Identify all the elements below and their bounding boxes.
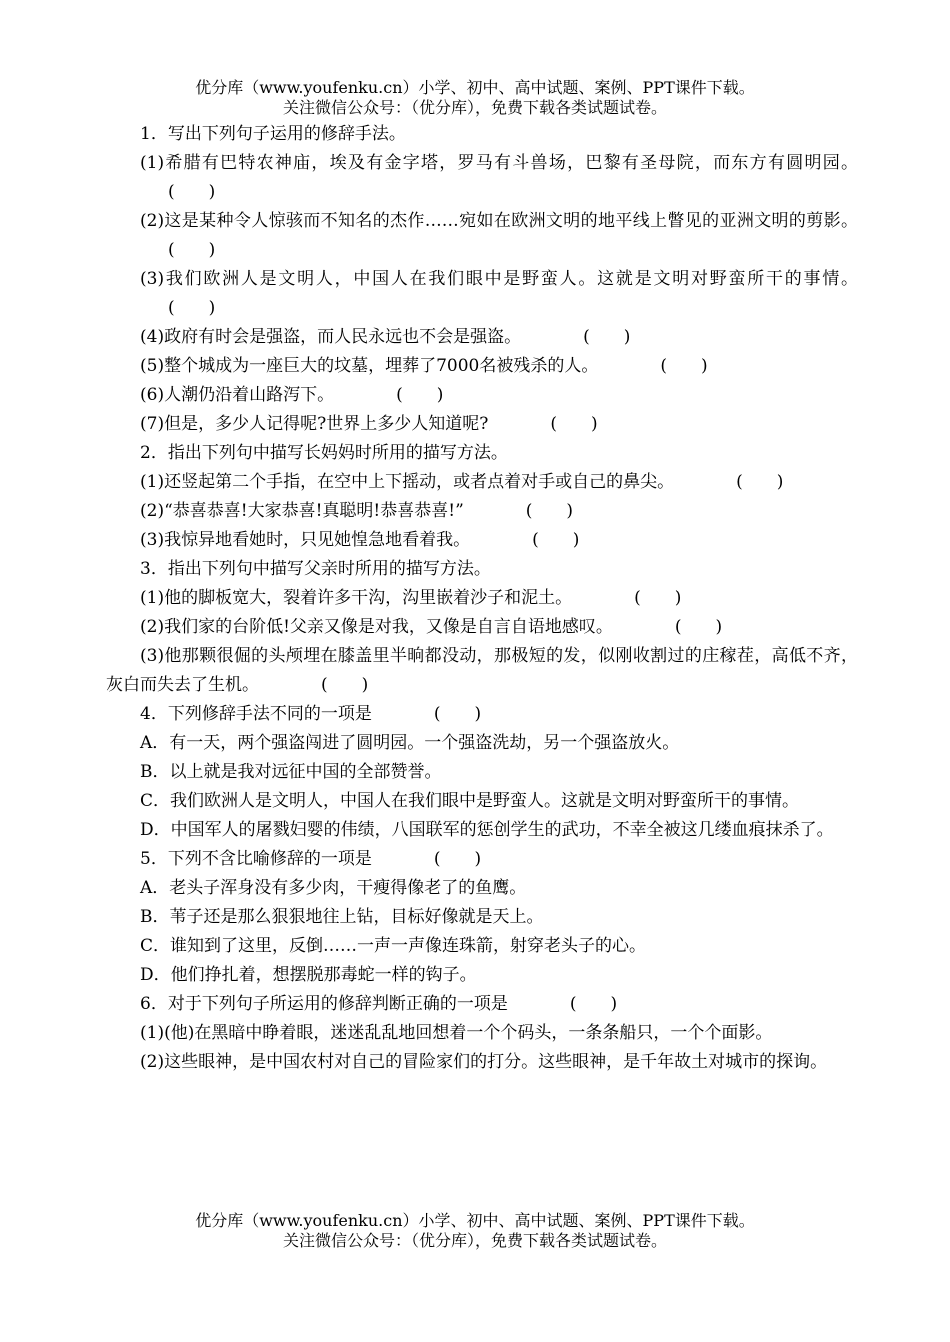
- q3-item-3: (3)他那颗很倔的头颅埋在膝盖里半晌都没动，那极短的发，似刚收割过的庄稼茬，高低不齐，灰白而失去了生机。 ( ): [106, 642, 858, 700]
- footer-line-2: 关注微信公众号：（优分库），免费下载各类试题试卷。: [282, 1231, 667, 1250]
- answer-blank[interactable]: ( ): [168, 182, 216, 202]
- q5-option-d: D．他们挣扎着，想摆脱那毒蛇一样的钩子。: [140, 965, 477, 985]
- header-line-2: 关注微信公众号：（优分库），免费下载各类试题试卷。: [282, 98, 667, 117]
- q1-item-3: (3)我们欧洲人是文明人，中国人在我们眼中是野蛮人。这就是文明对野蛮所干的事情。( ): [106, 265, 858, 323]
- q1-item-2: (2)这是某种令人惊骇而不知名的杰作……宛如在欧洲文明的地平线上瞥见的亚洲文明的剪影。( ): [106, 207, 858, 265]
- answer-blank[interactable]: ( ): [525, 501, 574, 521]
- answer-blank[interactable]: ( ): [674, 617, 723, 637]
- answer-blank[interactable]: ( ): [396, 385, 444, 405]
- header-banner: [0, 78, 950, 118]
- answer-blank[interactable]: ( ): [532, 530, 580, 550]
- q1-item-6: (6)人潮仍沿着山路泻下。 ( ): [106, 381, 858, 410]
- q5-option-b: B．苇子还是那么狠狠地往上钻，目标好像就是天上。: [140, 907, 544, 927]
- q6-item-2: (2)这些眼神，是中国农村对自己的冒险家们的打分。这些眼神，是千年故土对城市的探询。: [140, 1052, 828, 1072]
- q5-option-c: C．谁知到了这里，反倒……一声一声像连珠箭，射穿老头子的心。: [140, 936, 647, 956]
- answer-blank[interactable]: ( ): [433, 849, 482, 869]
- answer-blank[interactable]: ( ): [433, 704, 482, 724]
- q1-item-7: (7)但是，多少人记得呢?世界上多少人知道呢? ( ): [106, 410, 858, 439]
- answer-blank[interactable]: ( ): [736, 472, 784, 492]
- q2-title: 2．指出下列句中描写长妈妈时所用的描写方法。: [140, 443, 508, 463]
- q2-item-2: (2)“恭喜恭喜!大家恭喜!真聪明!恭喜恭喜!” ( ): [106, 497, 858, 526]
- q1-item-5: (5)整个城成为一座巨大的坟墓，埋葬了7000名被残杀的人。 ( ): [106, 352, 858, 381]
- q4-option-b: B．以上就是我对远征中国的全部赞誉。: [140, 762, 442, 782]
- q6-title: 6．对于下列句子所运用的修辞判断正确的一项是 ( ): [106, 990, 858, 1019]
- q6-item-1: (1)(他)在黑暗中睁着眼，迷迷乱乱地回想着一个个码头，一条条船只，一个个面影。: [140, 1023, 773, 1043]
- q4-option-a: A．有一天，两个强盗闯进了圆明园。一个强盗洗劫，另一个强盗放火。: [140, 733, 680, 753]
- answer-blank[interactable]: ( ): [168, 240, 216, 260]
- q1-item-1: (1)希腊有巴特农神庙，埃及有金字塔，罗马有斗兽场，巴黎有圣母院，而东方有圆明园。( ): [106, 149, 858, 207]
- q4-option-d: D．中国军人的屠戮妇婴的伟绩，八国联军的惩创学生的武功，不幸全被这几缕血痕抹杀了。: [140, 820, 834, 840]
- q1-title: 1．写出下列句子运用的修辞手法。: [140, 124, 406, 144]
- answer-blank[interactable]: ( ): [660, 356, 708, 376]
- answer-blank[interactable]: ( ): [550, 414, 598, 434]
- answer-blank[interactable]: ( ): [321, 675, 369, 695]
- q2-item-3: (3)我惊异地看她时，只见她惶急地看着我。 ( ): [106, 526, 858, 555]
- q4-title: 4．下列修辞手法不同的一项是 ( ): [106, 700, 858, 729]
- footer-banner: [0, 1211, 950, 1251]
- answer-blank[interactable]: ( ): [569, 994, 618, 1014]
- answer-blank[interactable]: ( ): [634, 588, 682, 608]
- answer-blank[interactable]: ( ): [168, 298, 216, 318]
- footer-line-1: 优分库（www.youfenku.cn）小学、初中、高中试题、案例、PPT课件下载。: [195, 1211, 755, 1230]
- q3-item-1: (1)他的脚板宽大，裂着许多干沟，沟里嵌着沙子和泥土。 ( ): [106, 584, 858, 613]
- header-line-1: 优分库（www.youfenku.cn）小学、初中、高中试题、案例、PPT课件下载。: [195, 78, 755, 97]
- q1-item-4: (4)政府有时会是强盗，而人民永远也不会是强盗。 ( ): [106, 323, 858, 352]
- q3-item-2: (2)我们家的台阶低!父亲又像是对我，又像是自言自语地感叹。 ( ): [106, 613, 858, 642]
- q4-option-c: C．我们欧洲人是文明人，中国人在我们眼中是野蛮人。这就是文明对野蛮所干的事情。: [140, 791, 800, 811]
- q5-option-a: A．老头子浑身没有多少肉，干瘦得像老了的鱼鹰。: [140, 878, 527, 898]
- q5-title: 5．下列不含比喻修辞的一项是 ( ): [106, 845, 858, 874]
- q3-title: 3．指出下列句中描写父亲时所用的描写方法。: [140, 559, 491, 579]
- question-body: [106, 120, 858, 1077]
- answer-blank[interactable]: ( ): [583, 327, 631, 347]
- q2-item-1: (1)还竖起第二个手指，在空中上下摇动，或者点着对手或自己的鼻尖。 ( ): [106, 468, 858, 497]
